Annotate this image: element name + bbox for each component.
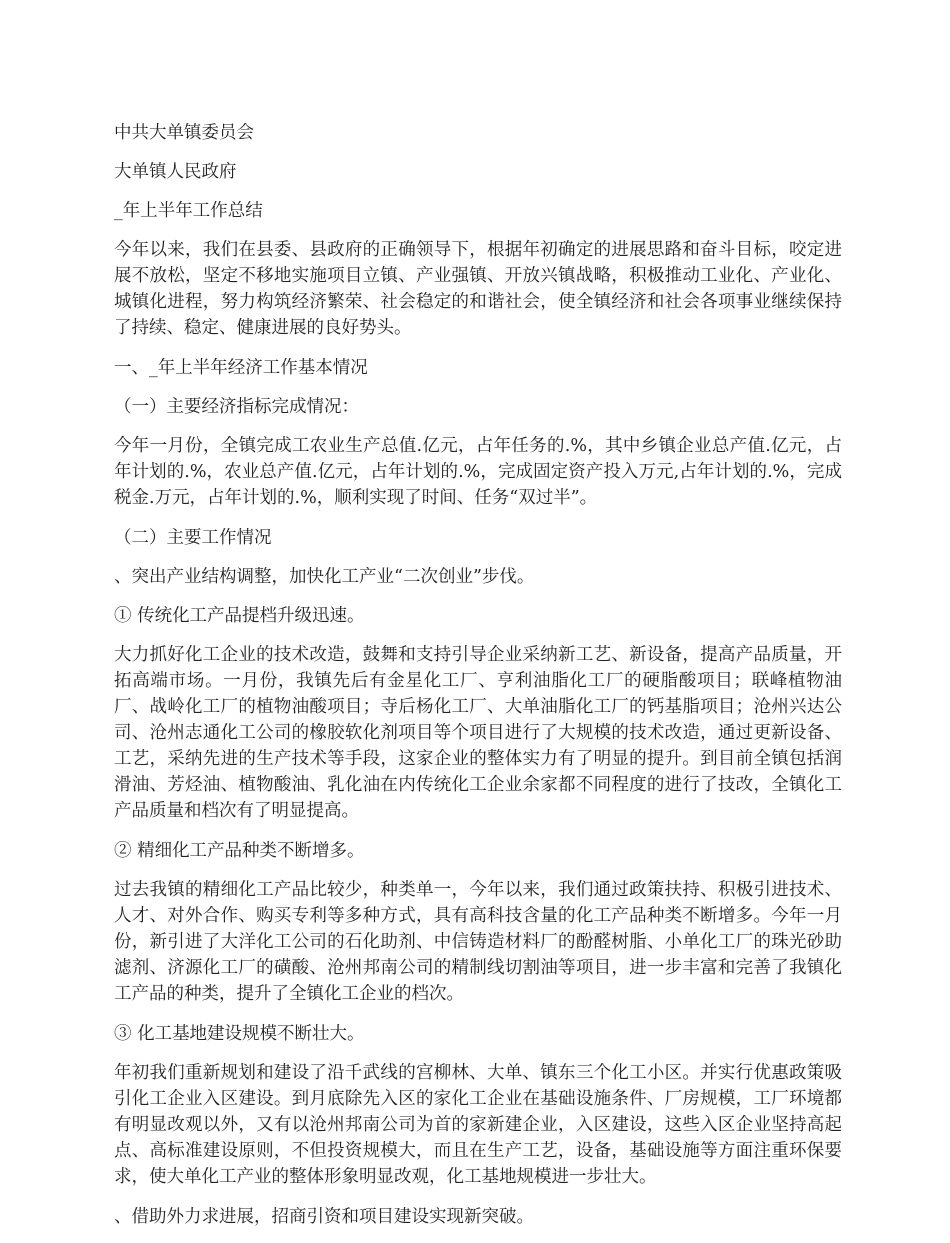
point-body-1: 大力抓好化工企业的技术改造，鼓舞和支持引导企业采纳新工艺、新设备，提高产品质量，开拓高端市场。一月份，我镇先后有金星化工厂、亨利油脂化工厂的硬脂酸项目；联峰植物油厂、战岭化工厂的植物油酸项目；寺后杨化工厂、大单油脂化工厂的钙基脂项目；沧州兴达公司、沧州志通化工公司的橡胶软化剂项目等个项目进行了大规模的技术改造，通过更新设备、工艺，采纳先进的生产技术等手段，这家企业的整体实力有了明显的提升。到目前全镇包括润滑油、芳烃油、植物酸油、乳化油在内传统化工企业余家都不同程度的进行了技改，全镇化工产品质量和档次有了明显提高。 bbox=[114, 645, 842, 821]
document-title: _年上半年工作总结 bbox=[114, 201, 263, 221]
section-heading-1: 一、_年上半年经济工作基本情况 bbox=[114, 358, 368, 378]
point-body-3: 年初我们重新规划和建设了沿千武线的宫柳林、大单、镇东三个化工小区。并实行优惠政策吸引化工企业入区建设。到月底除先入区的家化工企业在基础设施条件、厂房规模，工厂环境都有明显改观以外，又有以沧州邦南公司为首的家新建企业，入区建设，这些入区企业坚持高起点、高标准建设原则，不但投资规模大，而且在生产工艺，设备，基础设施等方面注重环保要求，使大单化工产业的整体形象明显改观，化工基地规模进一步壮大。 bbox=[114, 1063, 842, 1187]
org-name-government: 大单镇人民政府 bbox=[114, 162, 237, 182]
document-page bbox=[114, 120, 842, 1243]
point-body-2: 过去我镇的精细化工产品比较少，种类单一，今年以来，我们通过政策扶持、积极引进技术、人才、对外合作、购买专利等多种方式，具有高科技含量的化工产品种类不断增多。今年一月份，新引进了大洋化工公司的石化助剂、中信铸造材料厂的酚醛树脂、小单化工厂的珠光砂助滤剂、济源化工厂的磺酸、沧州邦南公司的精制线切割油等项目，进一步丰富和完善了我镇化工产品的种类，提升了全镇化工企业的档次。 bbox=[114, 880, 842, 1004]
point-heading-2: ② 精细化工产品种类不断增多。 bbox=[114, 841, 365, 861]
subsection-heading-2: （二）主要工作情况 bbox=[114, 528, 272, 548]
org-name-party-committee: 中共大单镇委员会 bbox=[114, 123, 254, 143]
item-heading-1: 、突出产业结构调整，加快化工产业“二次创业”步伐。 bbox=[114, 567, 535, 587]
subsection-body-1: 今年一月份，全镇完成工农业生产总值.亿元，占年任务的.%，其中乡镇企业总产值.亿元，占年计划的.%，农业总产值.亿元，占年计划的.%，完成固定资产投入万元,占年计划的.%，完成税金.万元，占年计划的.%，顺利实现了时间、任务“双过半”。 bbox=[114, 436, 842, 508]
point-heading-3: ③ 化工基地建设规模不断壮大。 bbox=[114, 1024, 365, 1044]
item-heading-2: 、借助外力求进展，招商引资和项目建设实现新突破。 bbox=[114, 1207, 534, 1227]
intro-paragraph: 今年以来，我们在县委、县政府的正确领导下，根据年初确定的进展思路和奋斗目标，咬定进展不放松，坚定不移地实施项目立镇、产业强镇、开放兴镇战略，积极推动工业化、产业化、城镇化进程，努力构筑经济繁荣、社会稳定的和谐社会，使全镇经济和社会各项事业继续保持了持续、稳定、健康进展的良好势头。 bbox=[114, 240, 842, 338]
point-heading-1: ① 传统化工产品提档升级迅速。 bbox=[114, 606, 365, 626]
subsection-heading-1: （一）主要经济指标完成情况： bbox=[114, 397, 359, 417]
